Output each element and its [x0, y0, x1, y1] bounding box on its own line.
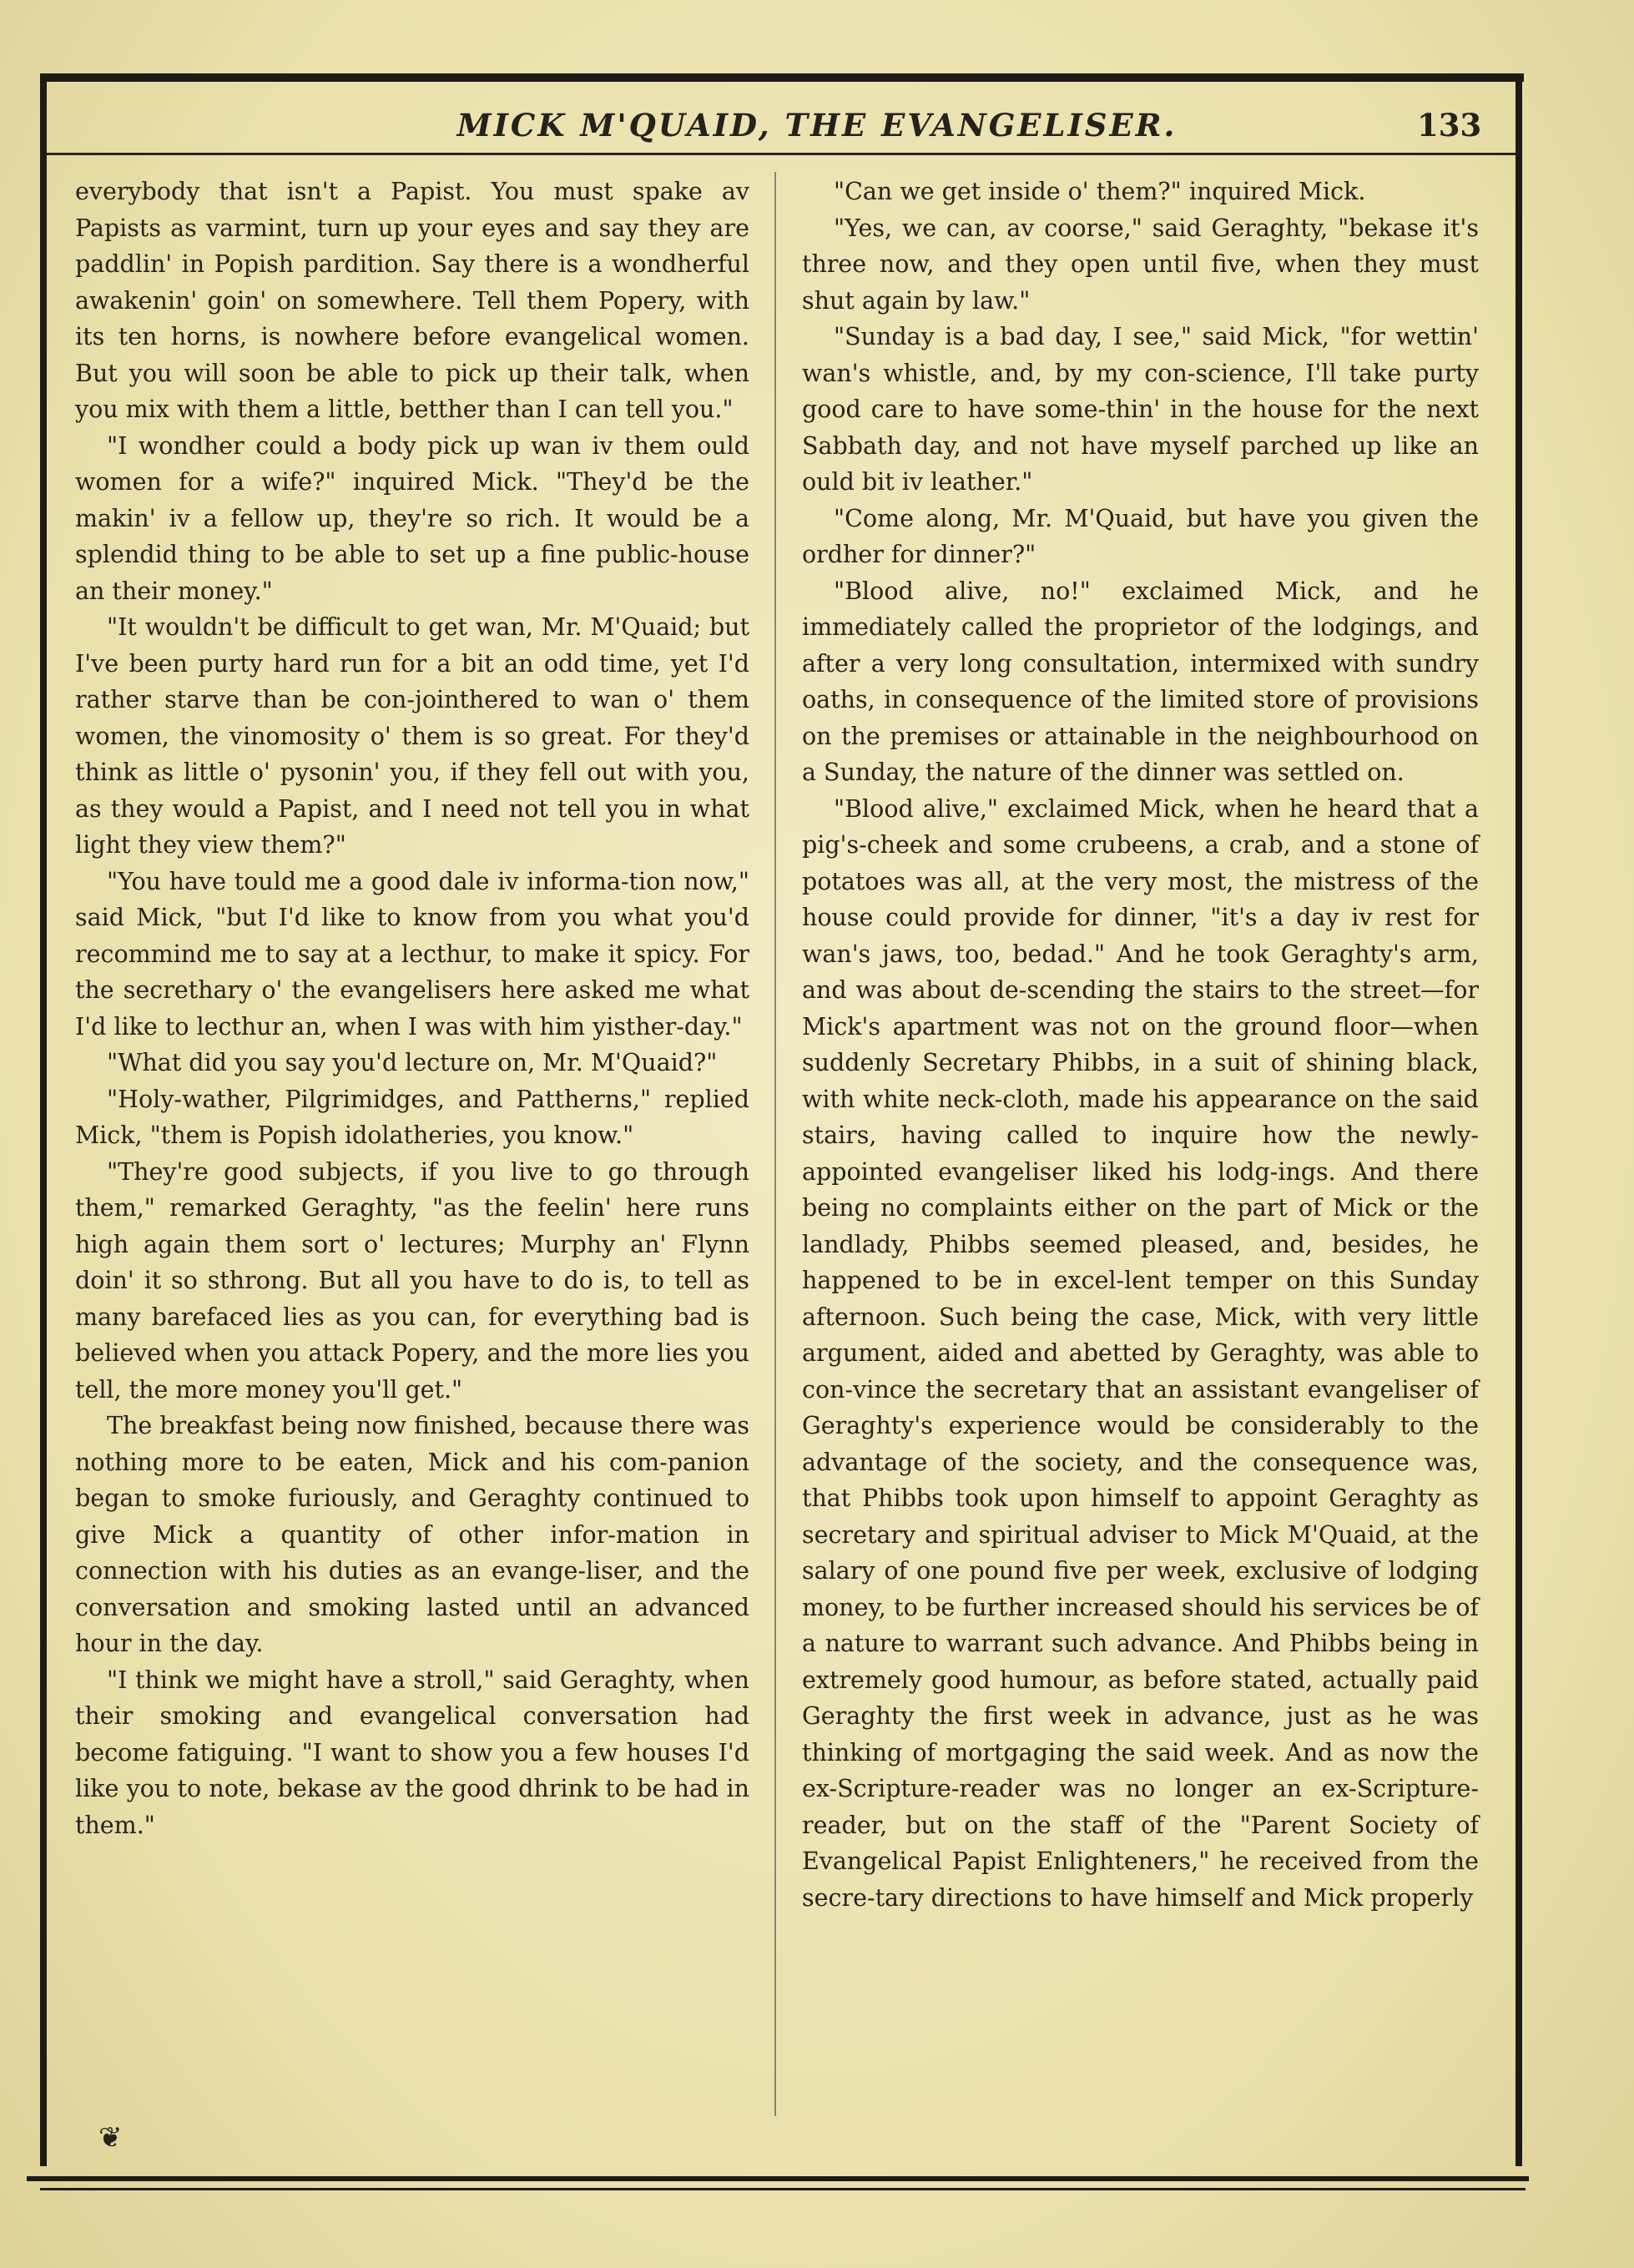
paragraph: "Holy-wather, Pilgrimidges, and Pattherns," replied Mick, "them is Popish idolatheries, you know.": [75, 1085, 749, 1149]
paragraph: "I think we might have a stroll," said Geraghty, when their smoking and evangelical conversation had become fatiguing. "I want to show you a few houses I'd like you to note, bekase av the good dhrink to be had in them.": [75, 1666, 749, 1839]
paragraph: "You have tould me a good dale iv informa-tion now," said Mick, "but I'd like to know from you what you'd recommind me to say at a lecthur, to make it spicy. For the secrethary o' the evangelisers here asked me what I'd like to lecthur an, when I was with him yisther-day.": [75, 867, 749, 1041]
paragraph: "Can we get inside o' them?" inquired Mick.: [834, 178, 1366, 205]
bottom-rule: [27, 2176, 1529, 2181]
top-rule: [40, 73, 1524, 82]
paragraph: "Sunday is a bad day, I see," said Mick, "for wettin' wan's whistle, and, by my con-science, I'll take purty good care to have some-thin' in the house for the next Sabbath day, and not have myself parched up like an ould bit iv leather.": [802, 323, 1479, 496]
paragraph: "Blood alive, no!" exclaimed Mick, and he immediately called the proprietor of the lodgings, and after a very long consultation, intermixed with sundry oaths, in consequence of the limited store of provisions on the premises or attainable in the neighbourhood on a Sunday, the nature of the dinner was settled on.: [802, 577, 1479, 786]
running-title: MICK M'QUAID, THE EVANGELISER.: [456, 107, 1178, 144]
signature-mark-icon: ❦: [98, 2121, 123, 2155]
column-divider: [774, 172, 776, 2116]
paragraph: "Come along, Mr. M'Quaid, but have you given the ordher for dinner?": [802, 504, 1479, 568]
paragraph: "They're good subjects, if you live to go through them," remarked Geraghty, "as the feelin' here runs high again them sort o' lectures; Murphy an' Flynn doin' it so sthrong. But all you have to do is, to tell as many barefaced lies as you can, for everything bad is believed when you attack Popery, and the more lies you tell, the more money you'll get.": [75, 1157, 749, 1404]
paragraph: "I wondher could a body pick up wan iv them ould women for a wife?" inquired Mick. "They'd be the makin' iv a fellow up, they're so rich. It would be a splendid thing to be able to set up a fine public-house an their money.": [75, 431, 749, 605]
paragraph: "What did you say you'd lecture on, Mr. M'Quaid?": [107, 1049, 718, 1076]
paragraph: everybody that isn't a Papist. You must spake av Papists as varmint, turn up your eyes and say they are paddlin' in Popish pardition. Say there is a wondherful awakenin' goin' on somewhere. Tell them Popery, with its ten horns, is nowhere before evangelical women. But you will soon be able to pick up their talk, when you mix with them a little, betther than I can tell you.": [75, 178, 749, 423]
right-column: [802, 174, 1479, 1916]
left-column: [75, 174, 749, 1843]
paragraph: "It wouldn't be difficult to get wan, Mr. M'Quaid; but I've been purty hard run for a bit an odd time, yet I'd rather starve than be con-jointhered to wan o' them women, the vinomosity o' them is so great. For they'd think as little o' pysonin' you, if they fell out with you, as they would a Papist, and I need not tell you in what light they view them?": [75, 613, 749, 859]
bottom-rule-thin: [40, 2188, 1526, 2190]
header-rule: [47, 153, 1515, 155]
page-number: 133: [1417, 107, 1482, 144]
paragraph: "Blood alive," exclaimed Mick, when he heard that a pig's-cheek and some crubeens, a crab, and a stone of potatoes was all, at the very most, the mistress of the house could provide for dinner, "it's a day iv rest for wan's jaws, too, bedad." And he took Geraghty's arm, and was about de-scending the stairs to the street—for Mick's apartment was not on the ground floor—when suddenly Secretary Phibbs, in a suit of shining black, with white neck-cloth, made his appearance on the said stairs, having called to inquire how the newly-appointed evangeliser liked his lodg-ings. And there being no complaints either on the part of Mick or the landlady, Phibbs seemed pleased, and, besides, he happened to be in excel-lent temper on this Sunday afternoon. Such being the case, Mick, with very little argument, aided and abetted by Geraghty, was able to con-vince the secretary that an assistant evangeliser of Geraghty's experience would be considerably to the advantage of the society, and the consequence was, that Phibbs took upon himself to appoint Geraghty as secretary and spiritual adviser to Mick M'Quaid, at the salary of one pound five per week, exclusive of lodging money, to be further increased should his services be of a nature to warrant such advance. And Phibbs being in extremely good humour, as before stated, actually paid Geraghty the first week in advance, just as he was thinking of mortgaging the said week. And as now the ex-Scripture-reader was no longer an ex-Scripture-reader, but on the staff of the "Parent Society of Evangelical Papist Enlighteners," he received from the secre-tary directions to have himself and Mick properly: [802, 794, 1479, 1912]
paragraph: "Yes, we can, av coorse," said Geraghty, "bekase it's three now, and they open until five, when they must shut again by law.": [802, 214, 1479, 315]
paragraph: The breakfast being now finished, because there was nothing more to be eaten, Mick and his com-panion began to smoke furiously, and Geraghty continued to give Mick a quantity of other infor-mation in connection with his duties as an evange-liser, and the conversation and smoking lasted until an advanced hour in the day.: [75, 1412, 749, 1657]
